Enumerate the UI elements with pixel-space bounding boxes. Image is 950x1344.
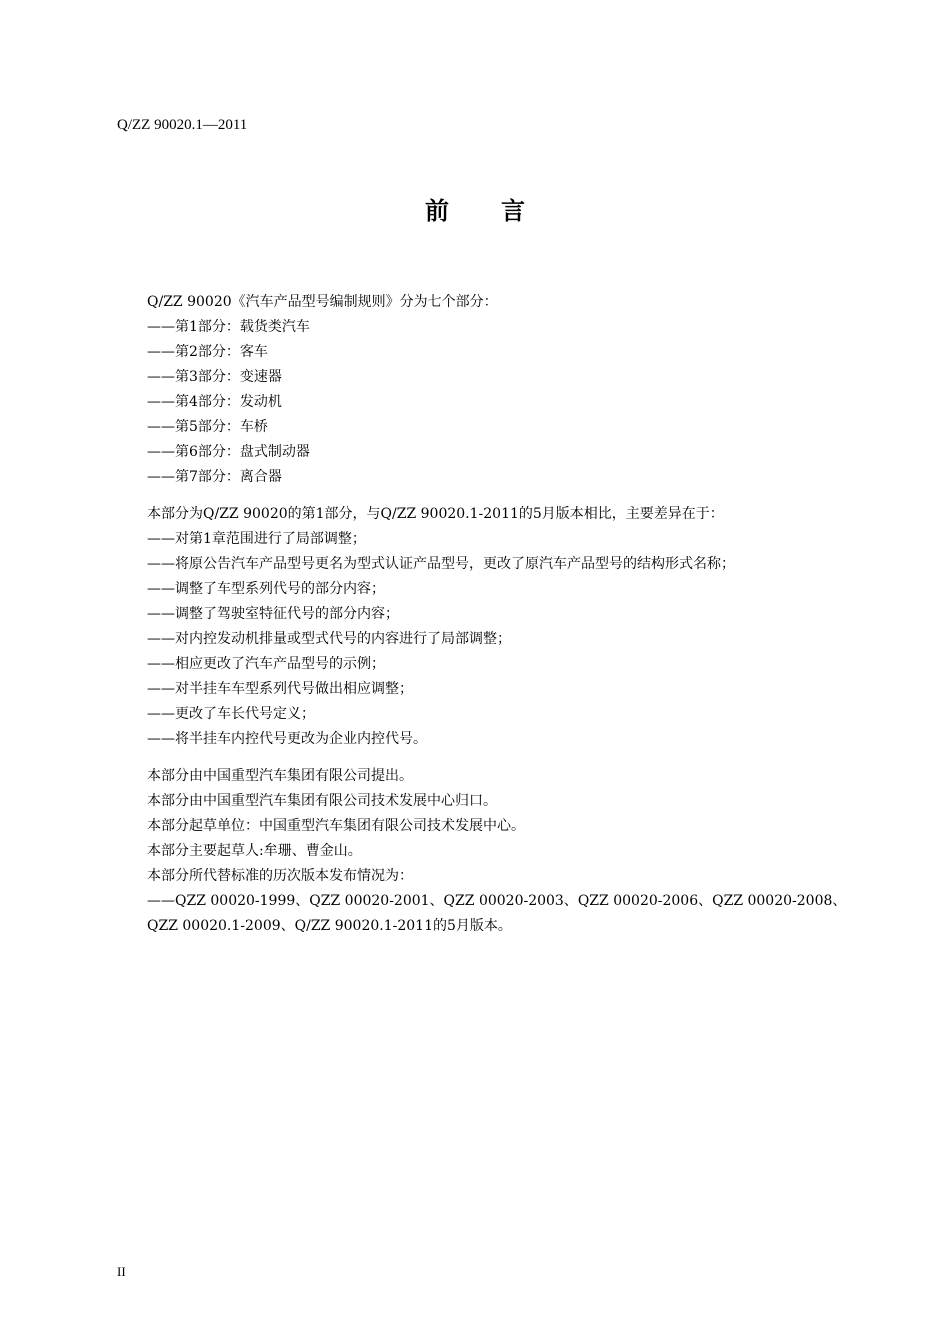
list-item: ——第2部分：客车	[147, 344, 268, 360]
parts-intro: Q/ZZ 90020《汽车产品型号编制规则》分为七个部分：	[147, 294, 498, 310]
list-item: ——对半挂车车型系列代号做出相应调整；	[147, 681, 413, 697]
proposer-line: 本部分由中国重型汽车集团有限公司提出。	[147, 768, 413, 784]
list-item: ——更改了车长代号定义；	[147, 706, 315, 722]
history-line-2: QZZ 00020.1-2009、Q/ZZ 90020.1-2011的5月版本。	[147, 918, 512, 934]
drafting-unit-line: 本部分起草单位：中国重型汽车集团有限公司技术发展中心。	[147, 818, 525, 834]
foreword-content	[147, 290, 859, 951]
list-item: ——相应更改了汽车产品型号的示例；	[147, 656, 385, 672]
list-item: ——第3部分：变速器	[147, 369, 282, 385]
page-number: II	[117, 1264, 126, 1279]
list-item: ——第7部分：离合器	[147, 469, 282, 485]
list-item: ——第4部分：发动机	[147, 394, 282, 410]
parts-list-block	[147, 290, 859, 490]
responsibility-block	[147, 764, 859, 939]
list-item: ——将半挂车内控代号更改为企业内控代号。	[147, 731, 427, 747]
page-title	[0, 196, 950, 226]
history-intro-line: 本部分所代替标准的历次版本发布情况为：	[147, 868, 413, 884]
title-char-1: 前	[425, 197, 449, 225]
title-char-2: 言	[501, 197, 525, 225]
history-line-1: ——QZZ 00020-1999、QZZ 00020-2001、QZZ 00020-2003、QZZ 00020-2006、QZZ 00020-2008、	[147, 893, 847, 909]
list-item: ——对第1章范围进行了局部调整；	[147, 531, 366, 547]
standard-code: Q/ZZ 90020.1—2011	[117, 117, 248, 133]
list-item: ——调整了驾驶室特征代号的部分内容；	[147, 606, 399, 622]
list-item: ——调整了车型系列代号的部分内容；	[147, 581, 385, 597]
list-item: ——对内控发动机排量或型式代号的内容进行了局部调整；	[147, 631, 511, 647]
list-item: ——第5部分：车桥	[147, 419, 268, 435]
differences-block	[147, 502, 859, 752]
list-item: ——将原公告汽车产品型号更名为型式认证产品型号，更改了原汽车产品型号的结构形式名称；	[147, 556, 735, 572]
list-item: ——第1部分：载货类汽车	[147, 319, 310, 335]
differences-intro: 本部分为Q/ZZ 90020的第1部分，与Q/ZZ 90020.1-2011的5月版本相比，主要差异在于：	[147, 506, 724, 522]
drafters-line: 本部分主要起草人:牟珊、曹金山。	[147, 843, 362, 859]
administrator-line: 本部分由中国重型汽车集团有限公司技术发展中心归口。	[147, 793, 497, 809]
list-item: ——第6部分：盘式制动器	[147, 444, 310, 460]
